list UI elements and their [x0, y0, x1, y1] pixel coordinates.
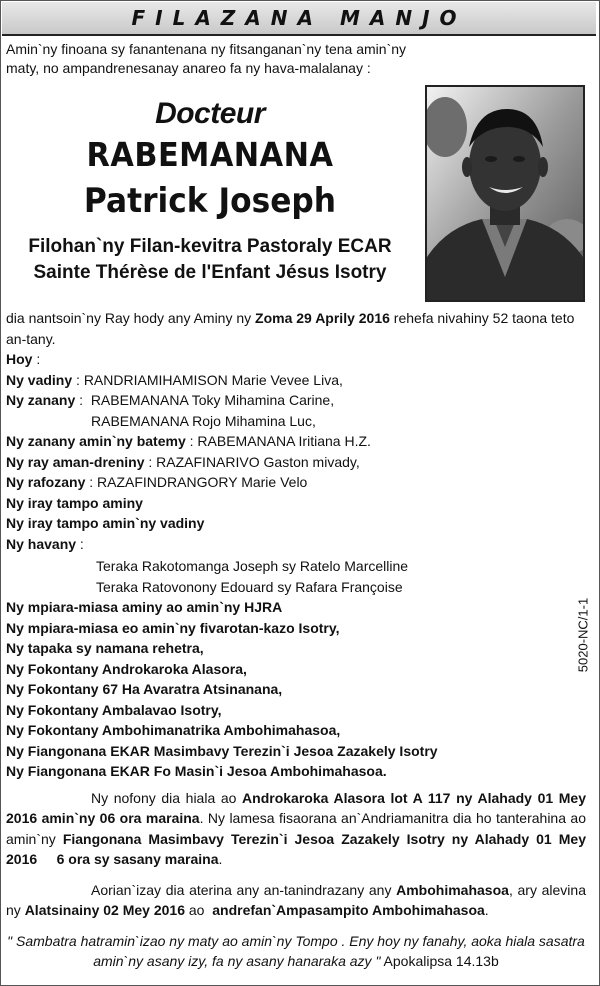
- spouse-siblings-line: Ny iray tampo amin`ny vadiny: [6, 515, 205, 531]
- deceased-role-line-2: Sainte Thérèse de l'Enfant Jésus Isotry: [33, 262, 387, 283]
- burial-paragraph: Aorian`izay dia aterina any an-tanindrazany any Ambohimahasoa, ary alevina ny Alatsinainy 02 Mey 2016 ao andrefan`Ampasampito Ambohimahasoa.: [6, 881, 586, 918]
- relatives-item: Teraka Rakotomanga Joseph sy Ratelo Marcelline: [96, 558, 409, 574]
- family-row: Ny ray aman-dreniny : RAZAFINARIVO Gaston mivady,: [6, 453, 360, 470]
- portrait-image: [427, 87, 583, 300]
- deceased-title-block: [0, 96, 420, 286]
- deceased-role: [0, 234, 420, 286]
- group-line: Ny mpiara-miasa aminy ao amin`ny HJRA: [6, 599, 283, 615]
- group-line: Ny tapaka sy namana rehetra,: [6, 640, 204, 656]
- group-line: Ny Fiangonana EKAR Fo Masin`i Jesoa Ambohimahasoa.: [6, 763, 387, 779]
- deceased-given-names: Patrick Joseph: [83, 181, 337, 221]
- deceased-surname: RABEMANANA: [86, 135, 334, 174]
- vigil-paragraph: Ny nofony dia hiala ao Androkaroka Alasora lot A 117 ny Alahady 01 Mey 2016 amin`ny 06 ora maraina. Ny lamesa fisaorana an`Andriamanitra dia ho tanterahina ao amin`ny Fiangonana Masimbavy Terezin`i Jesoa Zazakely Isotry ny Alahady 01 Mey 2016 6 ora sy sasany maraina.: [6, 789, 590, 867]
- relatives-item: Teraka Ratovonony Edouard sy Rafara Françoise: [96, 578, 403, 595]
- reference-code: 5020-NC/1-1: [575, 597, 591, 673]
- group-line: Ny Fokontany Androkaroka Alasora,: [6, 660, 247, 677]
- notice-header: [2, 2, 596, 36]
- group-line: Ny Fiangonana EKAR Masimbavy Terezin`i Jesoa Zazakely Isotry: [6, 742, 438, 759]
- notice-title: FILAZANA MANJO: [131, 6, 467, 30]
- family-row: Ny zanany amin`ny batemy : RABEMANANA Iritiana H.Z.: [6, 433, 371, 449]
- family-row: Ny zanany : RABEMANANA Toky Mihamina Carine,: [6, 392, 335, 408]
- siblings-line: Ny iray tampo aminy: [6, 494, 143, 511]
- family-row: Ny rafozany : RAZAFINDRANGORY Marie Velo: [6, 474, 308, 490]
- group-line: Ny Fokontany Ambalavao Isotry,: [6, 701, 222, 718]
- relatives-line: Ny havany :: [6, 535, 84, 552]
- scripture-quote: " Sambatra hatramin`izao ny maty ao amin`ny Tompo . Eny hoy ny fanahy, aoka hiala sasatra amin`ny asany izy, fa ny asany hanaraka azy " Apokalipsa 14.13b: [7, 932, 585, 969]
- hoy-line: Hoy :: [6, 351, 41, 367]
- family-row: Ny vadiny : RANDRIAMIHAMISON Marie Vevee Liva,: [6, 371, 343, 388]
- portrait-photo: [425, 85, 585, 302]
- family-row: RABEMANANA Rojo Mihamina Luc,: [91, 412, 316, 429]
- intro-text: Amin`ny finoana sy fanantenana ny fitsanganan`ny tena amin`ny maty, no ampandrenesanay anareo fa ny hava-malalanay :: [6, 41, 407, 76]
- deceased-honorific: Docteur: [155, 97, 265, 130]
- group-line: Ny mpiara-miasa eo amin`ny fivarotan-kazo Isotry,: [6, 619, 340, 636]
- death-date: Zoma 29 Aprily 2016: [255, 310, 390, 326]
- group-line: Ny Fokontany 67 Ha Avaratra Atsinanana,: [6, 681, 283, 697]
- notice-body: [6, 308, 590, 971]
- scripture-reference: Apokalipsa 14.13b: [380, 952, 499, 969]
- death-announcement: dia nantsoin`ny Ray hody any Aminy ny Zoma 29 Aprily 2016 rehefa nivahiny 52 taona teto an-tany.: [6, 310, 575, 347]
- deceased-role-line-1: Filohan`ny Filan-kevitra Pastoraly ECAR: [28, 236, 392, 257]
- group-line: Ny Fokontany Ambohimanatrika Ambohimahasoa,: [6, 722, 341, 738]
